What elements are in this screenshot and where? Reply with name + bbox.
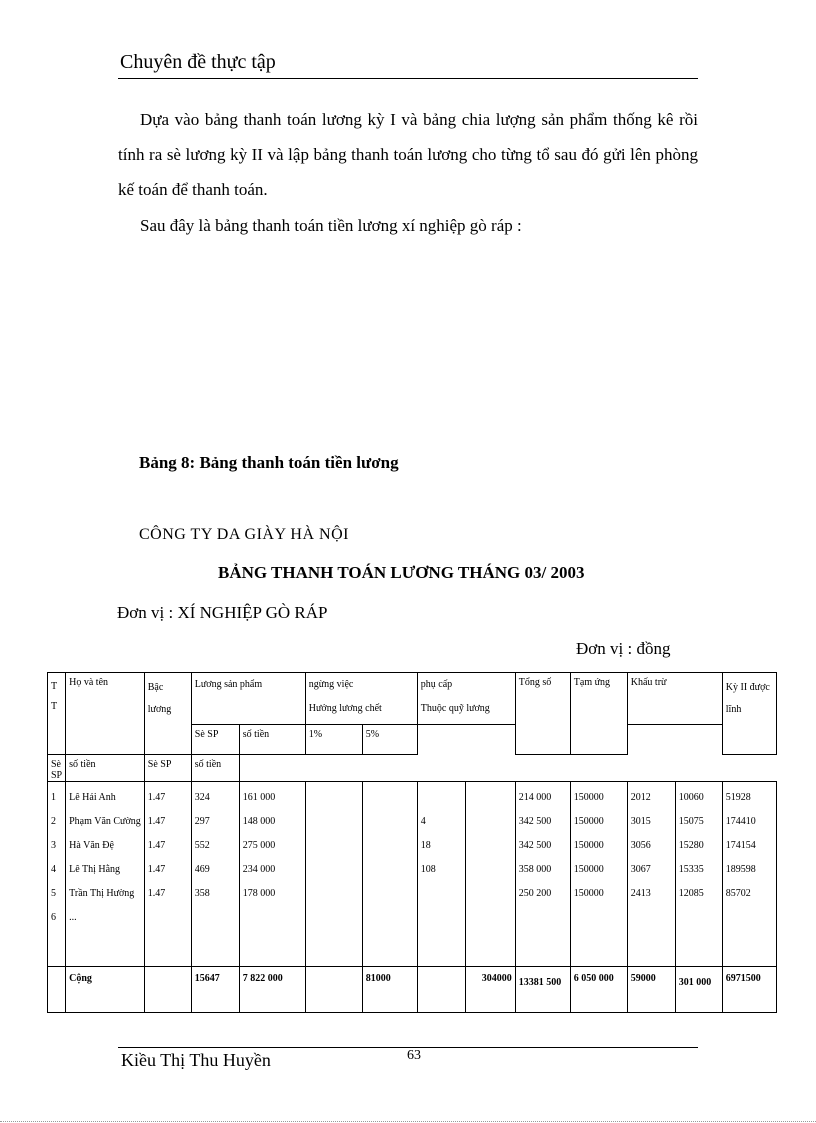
table-cell: 1 [51,792,56,803]
header-stop-qty: Sè SP [48,755,66,782]
col-stop-qty [305,782,362,967]
table-cell: 174410 [725,816,756,827]
table-cell: 3067 [630,864,651,875]
header-stop-work-sub: Hưởng lương chết [308,703,382,714]
table-cell: 1.47 [147,840,166,851]
header-allowance-sub: Thuộc quỹ lương [420,703,490,714]
table-cell: 342 500 [518,816,552,827]
table-cell: 358 000 [518,864,552,875]
header-period2: Kỳ II được lĩnh [722,673,776,755]
table-cell: 1.47 [147,864,166,875]
table-cell: 1.47 [147,888,166,899]
total-total: 13381 500 [515,967,570,1013]
table-cell: 15280 [678,840,704,851]
col-allow-qty [417,782,465,967]
company-name: CÔNG TY DA GIÀY HÀ NỘI [139,526,349,543]
header-product-wage [191,673,305,725]
table-cell: Hà Văn Đệ [69,840,114,851]
table-cell: 161 000 [242,792,276,803]
table-cell: ... [69,912,77,923]
col-product-amount [239,782,305,967]
header-total: Tổng số [515,673,570,755]
col-name [66,782,145,967]
table-cell: Lê Thị Hằng [69,864,121,875]
running-header: Chuyên đề thực tập [120,51,276,73]
header-rule [118,78,698,79]
paragraph-2: Sau đây là bảng thanh toán tiền lương xí nghiệp gò ráp : [140,216,522,235]
table-cell: 342 500 [518,840,552,851]
table-cell: 150000 [573,888,604,899]
table-cell: 469 [194,864,210,875]
table-cell: 4 [420,816,426,827]
table-cell: 3056 [630,840,651,851]
header-allow-qty: Sè SP [144,755,191,782]
table-cell: 15075 [678,816,704,827]
table-cell: 174154 [725,840,756,851]
table-cell: 358 [194,888,210,899]
table-caption: Bảng 8: Bảng thanh toán tiền lương [139,453,399,472]
list-spacer [421,786,462,810]
table-cell: 178 000 [242,888,276,899]
header-stop-work-label: ngừng việc [308,679,354,690]
table-cell: 15335 [678,864,704,875]
col-advance [570,782,627,967]
total-tt [48,967,66,1013]
total-label: Cộng [66,967,145,1013]
unit-line: Đơn vị : XÍ NGHIỆP GÒ RÁP [117,603,328,622]
total-ded-5: 301 000 [675,967,722,1013]
table-cell: 275 000 [242,840,276,851]
table-cell: 214 000 [518,792,552,803]
header-name: Họ và tên [66,673,145,755]
table-cell: 2012 [630,792,651,803]
table-cell: 234 000 [242,864,276,875]
table-cell: Phạm Văn Cường [69,816,141,827]
header-advance: Tạm ứng [570,673,627,755]
table-cell: 4 [51,864,56,875]
col-period2 [722,782,776,967]
header-product-qty: Sè SP [191,725,239,755]
header-deduction: Khấu trừ [627,673,722,725]
table-cell: 148 000 [242,816,276,827]
table-cell: 2413 [630,888,651,899]
table-cell: 150000 [573,864,604,875]
total-ded-1: 59000 [627,967,675,1013]
payroll-table [47,672,777,1013]
total-period2: 6971500 [722,967,776,1013]
footer-author: Kiều Thị Thu Huyền [121,1050,271,1070]
table-cell: 5 [51,888,56,899]
total-product-amount: 7 822 000 [239,967,305,1013]
header-stop-amount: số tiền [66,755,145,782]
table-cell: 3015 [630,816,651,827]
header-ded-5: 5% [362,725,417,755]
header-stop-work [305,673,417,725]
header-ded-1: 1% [305,725,362,755]
table-cell: 552 [194,840,210,851]
table-cell: 189598 [725,864,756,875]
total-advance: 6 050 000 [570,967,627,1013]
page-edge-dots [0,1121,816,1122]
table-cell: 250 200 [518,888,552,899]
header-allow-amount: số tiền [191,755,239,782]
paragraph-1: Dựa vào bảng thanh toán lương kỳ I và bảng chia lượng sản phẩm thống kê rồi tính ra sè lương kỳ II và lập bảng thanh toán lương cho từng tổ sau đó gửi lên phòng kế toán để thanh toán. [118,110,698,199]
table-cell: 2 [51,816,56,827]
table-cell: 108 [420,864,436,875]
total-allow-amount: 304000 [465,967,515,1013]
header-allowance-label: phụ cấp [420,679,453,690]
total-product-qty: 15647 [191,967,239,1013]
table-cell: 10060 [678,792,704,803]
table-cell: 3 [51,840,56,851]
table-cell: 150000 [573,840,604,851]
header-product-amount: số tiền [239,725,305,755]
total-grade [144,967,191,1013]
col-ded-5 [675,782,722,967]
currency-line: Đơn vị : đồng [576,639,671,658]
header-product-wage-label: Lương sản phẩm [194,679,263,690]
col-total [515,782,570,967]
col-grade [144,782,191,967]
col-stop-amount [362,782,417,967]
table-cell: 1.47 [147,816,166,827]
col-tt [48,782,66,967]
table-cell: 324 [194,792,210,803]
col-allow-amount [465,782,515,967]
header-allowance [417,673,515,725]
table-cell: 150000 [573,816,604,827]
total-allow-qty [417,967,465,1013]
table-cell: 85702 [725,888,751,899]
total-stop-amount: 81000 [362,967,417,1013]
table-cell: Lê Hải Anh [69,792,116,803]
total-stop-qty [305,967,362,1013]
table-cell: Trần Thị Hường [69,888,135,899]
table-cell: 18 [420,840,431,851]
table-cell: 297 [194,816,210,827]
page-number: 63 [407,1048,421,1063]
header-grade: Bậc lương [144,673,191,755]
table-cell: 12085 [678,888,704,899]
table-cell: 150000 [573,792,604,803]
header-tt: T T [48,673,66,755]
col-ded-1 [627,782,675,967]
table-cell: 6 [51,912,56,923]
table-cell: 1.47 [147,792,166,803]
table-cell: 51928 [725,792,751,803]
report-title: BẢNG THANH TOÁN LƯƠNG THÁNG 03/ 2003 [218,563,585,582]
col-product-qty [191,782,239,967]
